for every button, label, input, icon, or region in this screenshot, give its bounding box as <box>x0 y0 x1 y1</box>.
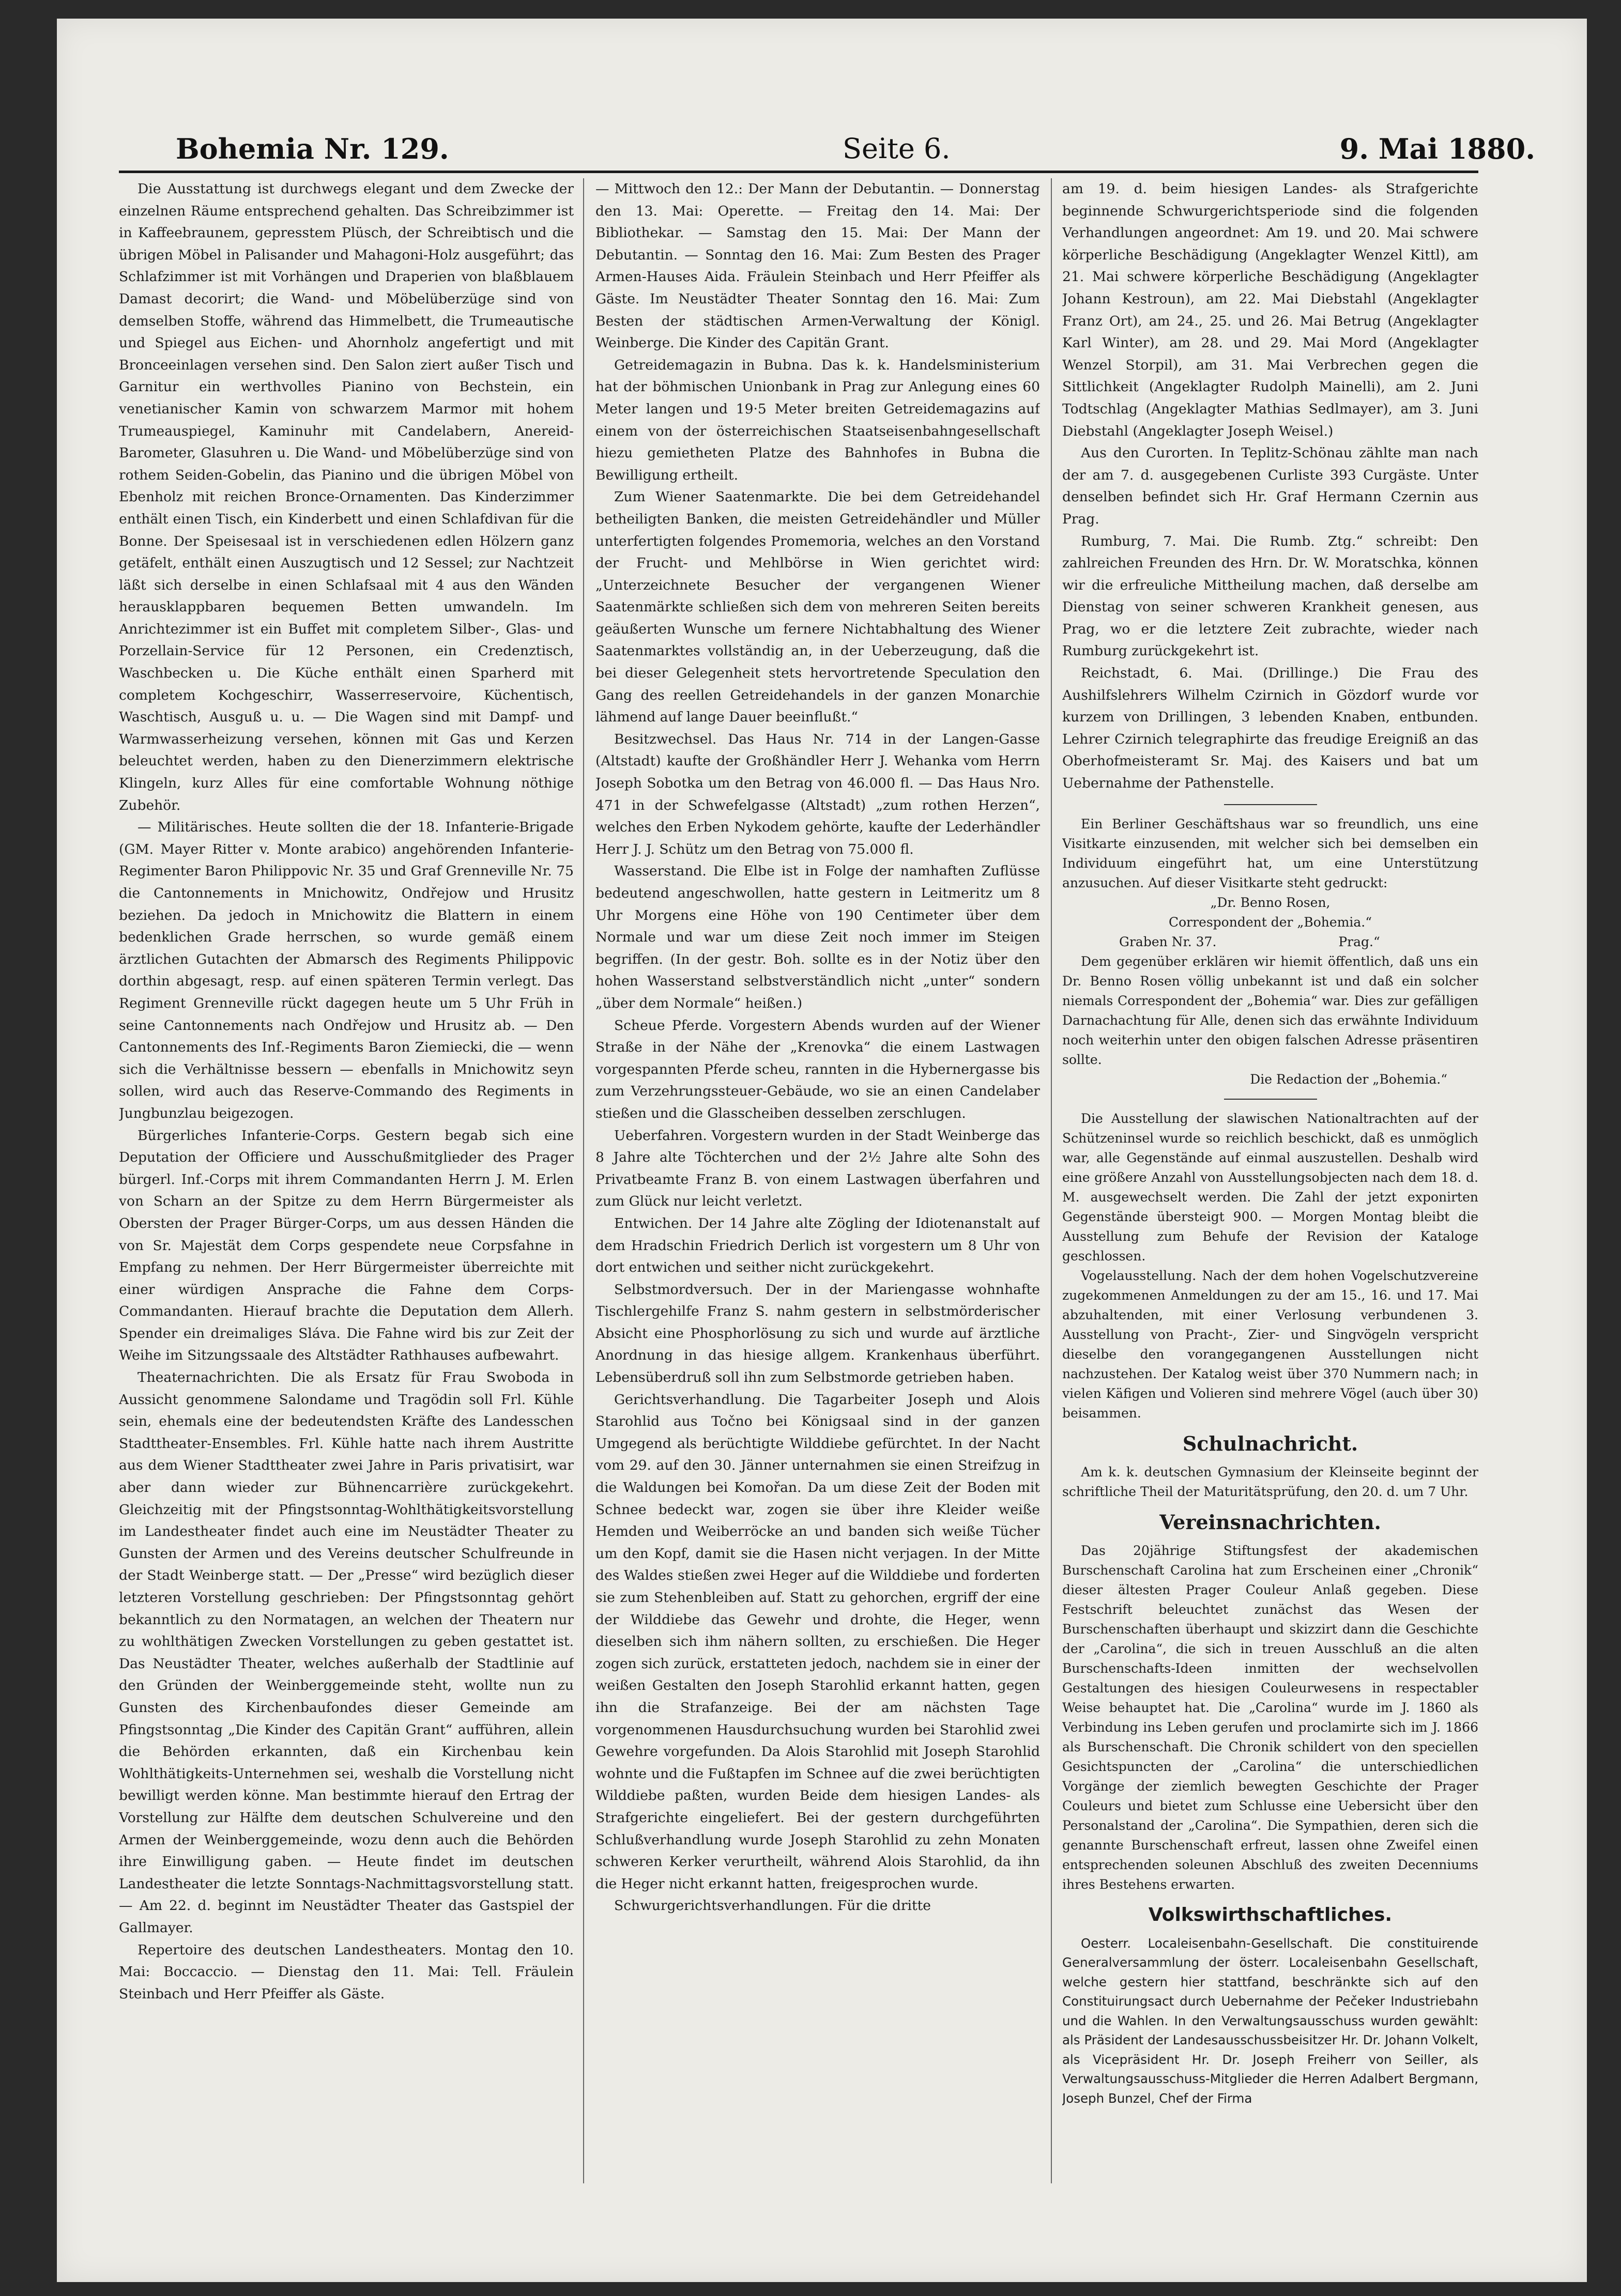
card-title: Correspondent der „Bohemia.“ <box>1168 914 1372 930</box>
article-run-over: Ueberfahren. Vorgestern wurden in der Stadt Weinberge das 8 Jahre alte Töchterchen und der 2½ Jahre alte Sohn des Privatbeamte Franz B. von einem Lastwagen überfahren und zum Glück nur leicht verletzt. <box>595 1127 1040 1210</box>
notice-signature: Die Redaction der „Bohemia.“ <box>1250 1071 1447 1087</box>
separator-rule <box>1224 1099 1317 1100</box>
article-civic-corps: Bürgerliches Infanterie-Corps. Gestern begab sich eine Deputation der Officiere und Ausschußmitglieder des Prager bürgerl. Inf.-Corps mit ihrem Commandanten Herrn J. M. Erlen von Scharn an der Spitze zu dem Herrn Bürgermeister als Obersten der Prager Bürger-Corps, um aus dessen Händen die von Sr. Majestät dem Corps gespendete neue Corpsfahne in Empfang zu nehmen. Der Herr Bürgermeister überreichte mit einer würdigen Ansprache die Fahne dem Corps-Commandanten. Hierauf brachte die Deputation dem Allerh. Spender ein dreimaliges Sláva. Die Fahne wird bis zur Zeit der Weihe im Sitzungssaale des Altstädter Rathhauses aufbewahrt. <box>119 1127 574 1364</box>
article-shy-horses: Scheue Pferde. Vorgestern Abends wurden auf der Wiener Straße in der Nähe der „Krenovka“ die einem Lastwagen vorgespannten Pferde scheu, rannten in die Hybernergasse bis zum Verzehrungssteuer-Gebäude, wo sie an einen Candelaber stießen und die Glasscheiben desselben zerschlugen. <box>595 1017 1040 1121</box>
card-address: Graben Nr. 37. <box>1119 934 1217 949</box>
article-property-change: Besitzwechsel. Das Haus Nr. 714 in der Langen-Gasse (Altstadt) kaufte der Großhändler Herr J. Wehanka vom Herrn Joseph Sobotka um den Betrag von 46.000 fl. — Das Haus Nro. 471 in der Schwefelgasse (Altstadt) „zum rothen Herzen“, welches den Erben Nykodem gehörte, kaufte der Lederhändler Herr J. J. Schütz um den Betrag von 75.000 fl. <box>595 731 1040 857</box>
article-military: — Militärisches. Heute sollten die der 18. Infanterie-Brigade (GM. Mayer Ritter v. Monte arabico) angehörenden Infanterie-Regimenter Baron Philippovic Nr. 35 und Graf Grenneville Nr. 75 die Cantonnements in Mnichowitz, Ondřejow und Hrusitz beziehen. Da jedoch in Mnichowitz die Blattern in einem bedenklichen Grade herrschen, so wurde gemäß einem ärztlichen Gutachten der Abmarsch des Regiments Philippovic dorthin abgesagt, resp. auf einen späteren Termin verlegt. Das Regiment Grenneville rückt dagegen heute um 5 Uhr Früh in seine Cantonnements nach Ondřejow und Hrusitz ab. — Den Cantonnements des Inf.-Regiments Baron Ziemiecki, die — wenn sich die Verhältnisse bessern — ebenfalls in Mnichowitz seyn sollen, wird auch das Reserve-Commando des Regiments in Jungbunzlau beigezogen. <box>119 819 574 1121</box>
article-rumburg: Rumburg, 7. Mai. Die Rumb. Ztg.“ schreibt: Den zahlreichen Freunden des Hrn. Dr. W. Moratschka, können wir die erfreuliche Mittheilung machen, daß derselbe am Dienstag von seiner schweren Krankheit genesen, aus Prag, wo er die letztere Zeit zubrachte, wieder nach Rumburg zurückgekehrt ist. <box>1062 533 1478 659</box>
header-date: 9. Mai 1880. <box>1339 132 1535 165</box>
column-2 <box>595 178 1040 2183</box>
section-association-news: Vereinsnachrichten. <box>1159 1510 1381 1534</box>
header-masthead: Bohemia Nr. 129. <box>176 132 449 165</box>
card-city: Prag.“ <box>1338 934 1380 949</box>
article-spa-towns: Aus den Curorten. In Teplitz-Schönau zählte man nach der am 7. d. ausgegebenen Curliste 393 Curgäste. Unter denselben befindet sich Hr. Graf Hermann Czernin aus Prag. <box>1062 445 1478 527</box>
card-name: „Dr. Benno Rosen, <box>1210 895 1331 910</box>
header-rule <box>119 171 1478 173</box>
column-rule-2 <box>1051 178 1052 2183</box>
article-reichstadt: Reichstadt, 6. Mai. (Drillinge.) Die Frau des Aushilfslehrers Wilhelm Czirnich in Gözdorf wurde vor kurzem von Drillingen, 3 lebenden Knaben, entbunden. Lehrer Czirnich telegraphirte das freudige Ereigniß an das Oberhofmeisteramt Sr. Maj. des Kaisers und bat um Uebernahme der Pathenstelle. <box>1062 665 1478 792</box>
notice-body: Ein Berliner Geschäftshaus war so freundlich, uns eine Visitkarte einzusenden, mit welcher sich bei demselben ein Individuum eingeführt hat, um eine Unterstützung anzusuchen. Auf dieser Visitkarte steht gedruckt: <box>1062 816 1478 890</box>
article-railway-company: Oesterr. Localeisenbahn-Gesellschaft. Die constituirende Generalversammlung der österr. Localeisenbahn Gesellschaft, welche gestern hier stattfand, beschränkte sich auf den Constituirungsact durch Uebernahme der Pečeker Industriebahn und die Wahlen. In den Verwaltungsausschuss wurden gewählt: als Präsident der Landesausschussbeisitzer Hr. Dr. Johann Volkelt, als Vicepräsident Hr. Dr. Joseph Freiherr von Seiller, als Verwaltungsausschuss-Mitglieder die Herren Adalbert Bergmann, Joseph Bunzel, Chef der Firma <box>1062 1935 1478 2106</box>
article-bird-show: Vogelausstellung. Nach der dem hohen Vogelschutzvereine zugekommenen Anmeldungen zu der am 15., 16. und 17. Mai abzuhaltenden, mit einer Verlosung verbundenen 3. Ausstellung von Pracht-, Zier- und Singvögeln verspricht dieselbe den vorangegangenen Ausstellungen nicht nachzustehen. Der Katalog weist über 370 Nummern nach; in vielen Käfigen und Volieren sind mehrere Vögel (auch über 30) beisammen. <box>1062 1268 1478 1421</box>
notice-disclaimer: Dem gegenüber erklären wir hiemit öffentlich, daß uns ein Dr. Benno Rosen völlig unbekannt ist und daß ein solcher niemals Correspondent der „Bohemia“ war. Dies zur gefälligen Darnachachtung für Alle, denen sich das erwähnte Individuum noch weiterhin unter den obigen falschen Adresse präsentiren sollte. <box>1062 953 1478 1067</box>
article-water-level: Wasserstand. Die Elbe ist in Folge der namhaften Zuflüsse bedeutend angeschwollen, hatte gestern in Leitmeritz um 8 Uhr Morgens eine Höhe von 190 Centimeter über dem Normale und war um diese Zeit noch immer im Steigen begriffen. (In der gestr. Boh. sollte es in der Notiz über den hohen Wasserstand selbstverständlich nicht „unter“ sondern „über dem Normale“ heißen.) <box>595 863 1040 1011</box>
article-granary: Getreidemagazin in Bubna. Das k. k. Handelsministerium hat der böhmischen Unionbank in Prag zur Anlegung eines 60 Meter langen und 19·5 Meter breiten Getreidemagazins auf einem von der österreichischen Staatseisenbahngesellschaft hiezu gemietheten Platze des Bahnhofes in Bubna die Bewilligung ertheilt. <box>595 357 1040 483</box>
page-header <box>176 119 1535 171</box>
article-escaped: Entwichen. Der 14 Jahre alte Zögling der Idiotenanstalt auf dem Hradschin Friedrich Derlich ist vorgestern um 8 Uhr von dort entwichen und seither nicht zurückgekehrt. <box>595 1215 1040 1276</box>
column-1 <box>119 178 574 2183</box>
article-suicide-attempt: Selbstmordversuch. Der in der Mariengasse wohnhafte Tischlergehilfe Franz S. nahm gestern in selbstmörderischer Absicht eine Phosphorlösung zu sich und wurde auf ärztliche Anordnung in das hiesige allgem. Krankenhaus überführt. Lebensüberdruß soll ihn zum Selbstmorde getrieben haben. <box>595 1281 1040 1386</box>
article-repertoire: Repertoire des deutschen Landestheaters. Montag den 10. Mai: Boccaccio. — Dienstag den 11. Mai: Tell. Fräulein Steinbach und Herr Pfeiffer als Gäste. <box>119 1941 574 2002</box>
section-economy: Volkswirthschaftliches. <box>1148 1904 1393 1925</box>
article-exhibition: Die Ausstellung der slawischen Nationaltrachten auf der Schützeninsel wurde so reichlich beschickt, daß es unmöglich war, alle Gegenstände auf einmal auszustellen. Deshalb wird eine größere Anzahl von Ausstellungsobjecten nach dem 18. d. M. ausgewechselt werden. Die Zahl der jetzt exponirten Gegenstände übersteigt 900. — Morgen Montag bleibt die Ausstellung zum Behufe der Revision der Kataloge geschlossen. <box>1062 1111 1478 1263</box>
article-carolina: Das 20jährige Stiftungsfest der akademischen Burschenschaft Carolina hat zum Erscheinen einer „Chronik“ dieser ältesten Prager Couleur Anlaß gegeben. Diese Festschrift beleuchtet zunächst das Wesen der Burschenschaften überhaupt und skizzirt dann die Geschichte der „Carolina“, die sich in treuen Ausschluß an die alten Burschenschafts-Ideen inmitten der wechselvollen Gestaltungen des hiesigen Couleurwesens in respectabler Weise behauptet hat. Die „Carolina“ wurde im J. 1860 als Verbindung ins Leben gerufen und proclamirte sich im J. 1866 als Burschenschaft. Die Chronik schildert von den speciellen Gesichtspuncten der „Carolina“ die unterschiedlichen Vorgänge der ziemlich bewegten Geschichte der Prager Couleurs und bietet zum Schlusse eine Uebersicht über den Personalstand der „Carolina“. Die Sympathien, deren sich die genannte Burschenschaft erfreut, lassen ohne Zweifel einen entsprechenden soleunen Abschluß des zweiten Decenniums ihres Bestehens erwarten. <box>1062 1543 1478 1892</box>
article-jury-schedule: am 19. d. beim hiesigen Landes- als Strafgerichte beginnende Schwurgerichtsperiode sind die folgenden Verhandlungen angeordnet: Am 19. und 20. Mai schwere körperliche Beschädigung (Angeklagter Wenzel Kittl), am 21. Mai schwere körperliche Beschädigung (Angeklagter Johann Kestroun), am 22. Mai Diebstahl (Angeklagter Franz Ort), am 24., 25. und 26. Mai Betrug (Angeklagter Karl Winter), am 28. und 29. Mai Mord (Angeklagter Wenzel Storpil), am 31. Mai Verbrechen gegen die Sittlichkeit (Angeklagter Rudolph Mainelli), am 2. Juni Todtschlag (Angeklagter Mathias Sedlmayer), am 3. Juni Diebstahl (Angeklagter Joseph Weisel.) <box>1062 181 1478 439</box>
article-theatre-news: Theaternachrichten. Die als Ersatz für Frau Swoboda in Aussicht genommene Salondame und Tragödin soll Frl. Kühle sein, ehemals eine der bedeutendsten Kräfte des Landesschen Stadttheater-Ensembles. Frl. Kühle hatte nach ihrem Austritte aus dem Wiener Stadttheater zwei Jahre in Paris privatisirt, war aber dann wieder zur Bühnencarrière zurückgekehrt. Gleichzeitig mit der Pfingstsonntag-Wohlthätigkeitsvorstellung im Landestheater findet auch eine im Neustädter Theater zu Gunsten der Armen und des Vereins deutscher Schulfreunde in der Stadt Weinberge statt. — Der „Presse“ wird bezüglich dieser letzteren Vorstellung geschrieben: Der Pfingstsonntag gehört bekanntlich zu den Normatagen, an welchen der Theatern nur zu wohlthätigen Zwecken Vorstellungen zu geben gestattet ist. Das Neustädter Theater, welches außerhalb der Stadtlinie auf den Gründen der Weinberggemeinde steht, wollte nun zu Gunsten des Kirchenbaufondes dieser Gemeinde am Pfingstsonntag „Die Kinder des Capitän Grant“ aufführen, allein die Behörden erkannten, daß ein Kirchenbau kein Wohlthätigkeits-Unternehmen sei, weshalb die Vorstellung nicht bewilligt werden könne. Man bestimmte hierauf den Ertrag der Vorstellung zur Hälfte dem deutschen Schulvereine und den Armen der Weinberggemeinde, wozu denn auch die Behörden ihre Einwilligung gaben. — Heute findet im deutschen Landestheater die letzte Sonntags-Nachmittagsvorstellung statt. — Am 22. d. beginnt im Neustädter Theater das Gastspiel der Gallmayer. <box>119 1369 574 1936</box>
column-rule-1 <box>583 178 584 2183</box>
column-3 <box>1062 178 1478 2183</box>
article-repertoire-cont: — Mittwoch den 12.: Der Mann der Debutantin. — Donnerstag den 13. Mai: Operette. — Freitag den 14. Mai: Der Bibliothekar. — Samstag den 15. Mai: Der Mann der Debutantin. — Sonntag den 16. Mai: Zum Besten des Prager Armen-Hauses Aida. Fräulein Steinbach und Herr Pfeiffer als Gäste. Im Neustädter Theater Sonntag den 16. Mai: Zum Besten der städtischen Armen-Verwaltung der Königl. Weinberge. Die Kinder des Capitän Grant. <box>595 181 1040 351</box>
article-gymnasium: Am k. k. deutschen Gymnasium der Kleinseite beginnt der schriftliche Theil der Maturitätsprüfung, den 20. d. um 7 Uhr. <box>1062 1464 1478 1499</box>
separator-rule <box>1224 804 1317 805</box>
header-page-number: Seite 6. <box>843 132 951 165</box>
article-furnishing: Die Ausstattung ist durchwegs elegant und dem Zwecke der einzelnen Räume entsprechend gehalten. Das Schreibzimmer ist in Kaffeebraunem, gepresstem Plüsch, der Schreibtisch und die übrigen Möbel in Palisander und Mahagoni-Holz ausgeführt; das Schlafzimmer ist mit Vorhängen und Draperien von blaßblauem Damast decorirt; die Wand- und Möbelüberzüge sind von demselben Stoffe, während das Himmelbett, die Trumeautische und Spiegel aus Eichen- und Ahornholz angefertigt und mit Bronceeinlagen versehen sind. Den Salon ziert außer Tisch und Garnitur ein werthvolles Pianino von Bechstein, ein venetianischer Kamin von schwarzem Marmor mit hohem Trumeauspiegel, Kaminuhr mit Candelabern, Anereid-Barometer, Glasuhren u. Die Wand- und Möbelüberzüge sind von rothem Seiden-Gobelin, das Pianino und die übrigen Möbel von Ebenholz mit reichen Bronce-Ornamenten. Das Kinderzimmer enthält einen Tisch, ein Kinderbett und einen Schlafdivan für die Bonne. Der Speisesaal ist in verschiedenen edlen Hölzern ganz getäfelt, enthält einen Auszugtisch und 12 Sessel; zur Nachtzeit läßt sich derselbe in einen Schlafsaal mit 4 aus den Wänden herausklappbaren bequemen Betten umwandeln. Im Anrichtezimmer ist ein Buffet mit completem Silber-, Glas- und Porzellain-Service für 12 Personen, ein Credenztisch, Waschbecken u. Die Küche enthält einen Sparherd mit completem Kochgeschirr, Wasserreservoire, Küchentisch, Waschtisch, Ausguß u. u. — Die Wagen sind mit Dampf- und Warmwasserheizung versehen, können mit Gas und Kerzen beleuchtet werden, haben zu den Dienerzimmern elektrische Klingeln, kurz Alles für eine comfortable Wohnung nöthige Zubehör. <box>119 181 574 813</box>
section-school-news: Schulnachricht. <box>1182 1431 1358 1455</box>
article-jury-trials: Schwurgerichtsverhandlungen. Für die dritte <box>614 1898 931 1914</box>
article-court-hearing: Gerichtsverhandlung. Die Tagarbeiter Joseph und Alois Starohlid aus Točno bei Königsaal sind in der ganzen Umgegend als berüchtigte Wilddiebe gefürchtet. In der Nacht vom 29. auf den 30. Jänner unternahmen sie einen Streifzug in die Waldungen bei Komořan. Da um diese Zeit der Boden mit Schnee bedeckt war, zogen sie über ihre Kleider weiße Hemden und Weiberröcke an und banden sich weiße Tücher um den Kopf, damit sie die Hasen nicht verjagen. In der Mitte des Waldes stießen zwei Heger auf die Wilddiebe und forderten sie zum Stehenbleiben auf. Statt zu gehorchen, ergriff der eine der Wilddiebe das Gewehr und drohte, die Heger, wenn dieselben sich ihm nähern sollten, zu erschießen. Die Heger zogen sich zurück, erstatteten jedoch, nachdem sie in einer der weißen Gestalten den Joseph Starohlid erkannt hatten, gegen ihn die Strafanzeige. Bei der am nächsten Tage vorgenommenen Hausdurchsuchung wurden bei Starohlid zwei Gewehre vorgefunden. Da Alois Starohlid mit Joseph Starohlid wohnte und die Fußtapfen im Schnee auf die zwei berüchtigten Wilddiebe paßten, wurden Beide dem hiesigen Landes- als Strafgerichte eingeliefert. Bei der gestern durchgeführten Schlußverhandlung wurde Joseph Starohlid zu zehn Monaten schweren Kerker verurtheilt, während Alois Starohlid, da ihn die Heger nicht erkannt hatten, freigesprochen wurde. <box>595 1391 1040 1892</box>
article-seed-market: Zum Wiener Saatenmarkte. Die bei dem Getreidehandel betheiligten Banken, die meisten Getreidehändler und Müller unterfertigten folgendes Promemoria, welches an den Vorstand der Frucht- und Mehlbörse in Wien gerichtet wird: „Unterzeichnete Besucher der vergangenen Wiener Saatenmärkte schließen sich dem von mehreren Seiten bereits geäußerten Wunsche um fernere Nichtabhaltung des Wiener Saatenmarktes vollständig an, in der Ueberzeugung, daß die bei dieser Gelegenheit stets hervortretende Speculation den Gang des reellen Getreidehandels in der ganzen Monarchie lähmend auf lange Dauer beeinflußt.“ <box>595 489 1040 726</box>
